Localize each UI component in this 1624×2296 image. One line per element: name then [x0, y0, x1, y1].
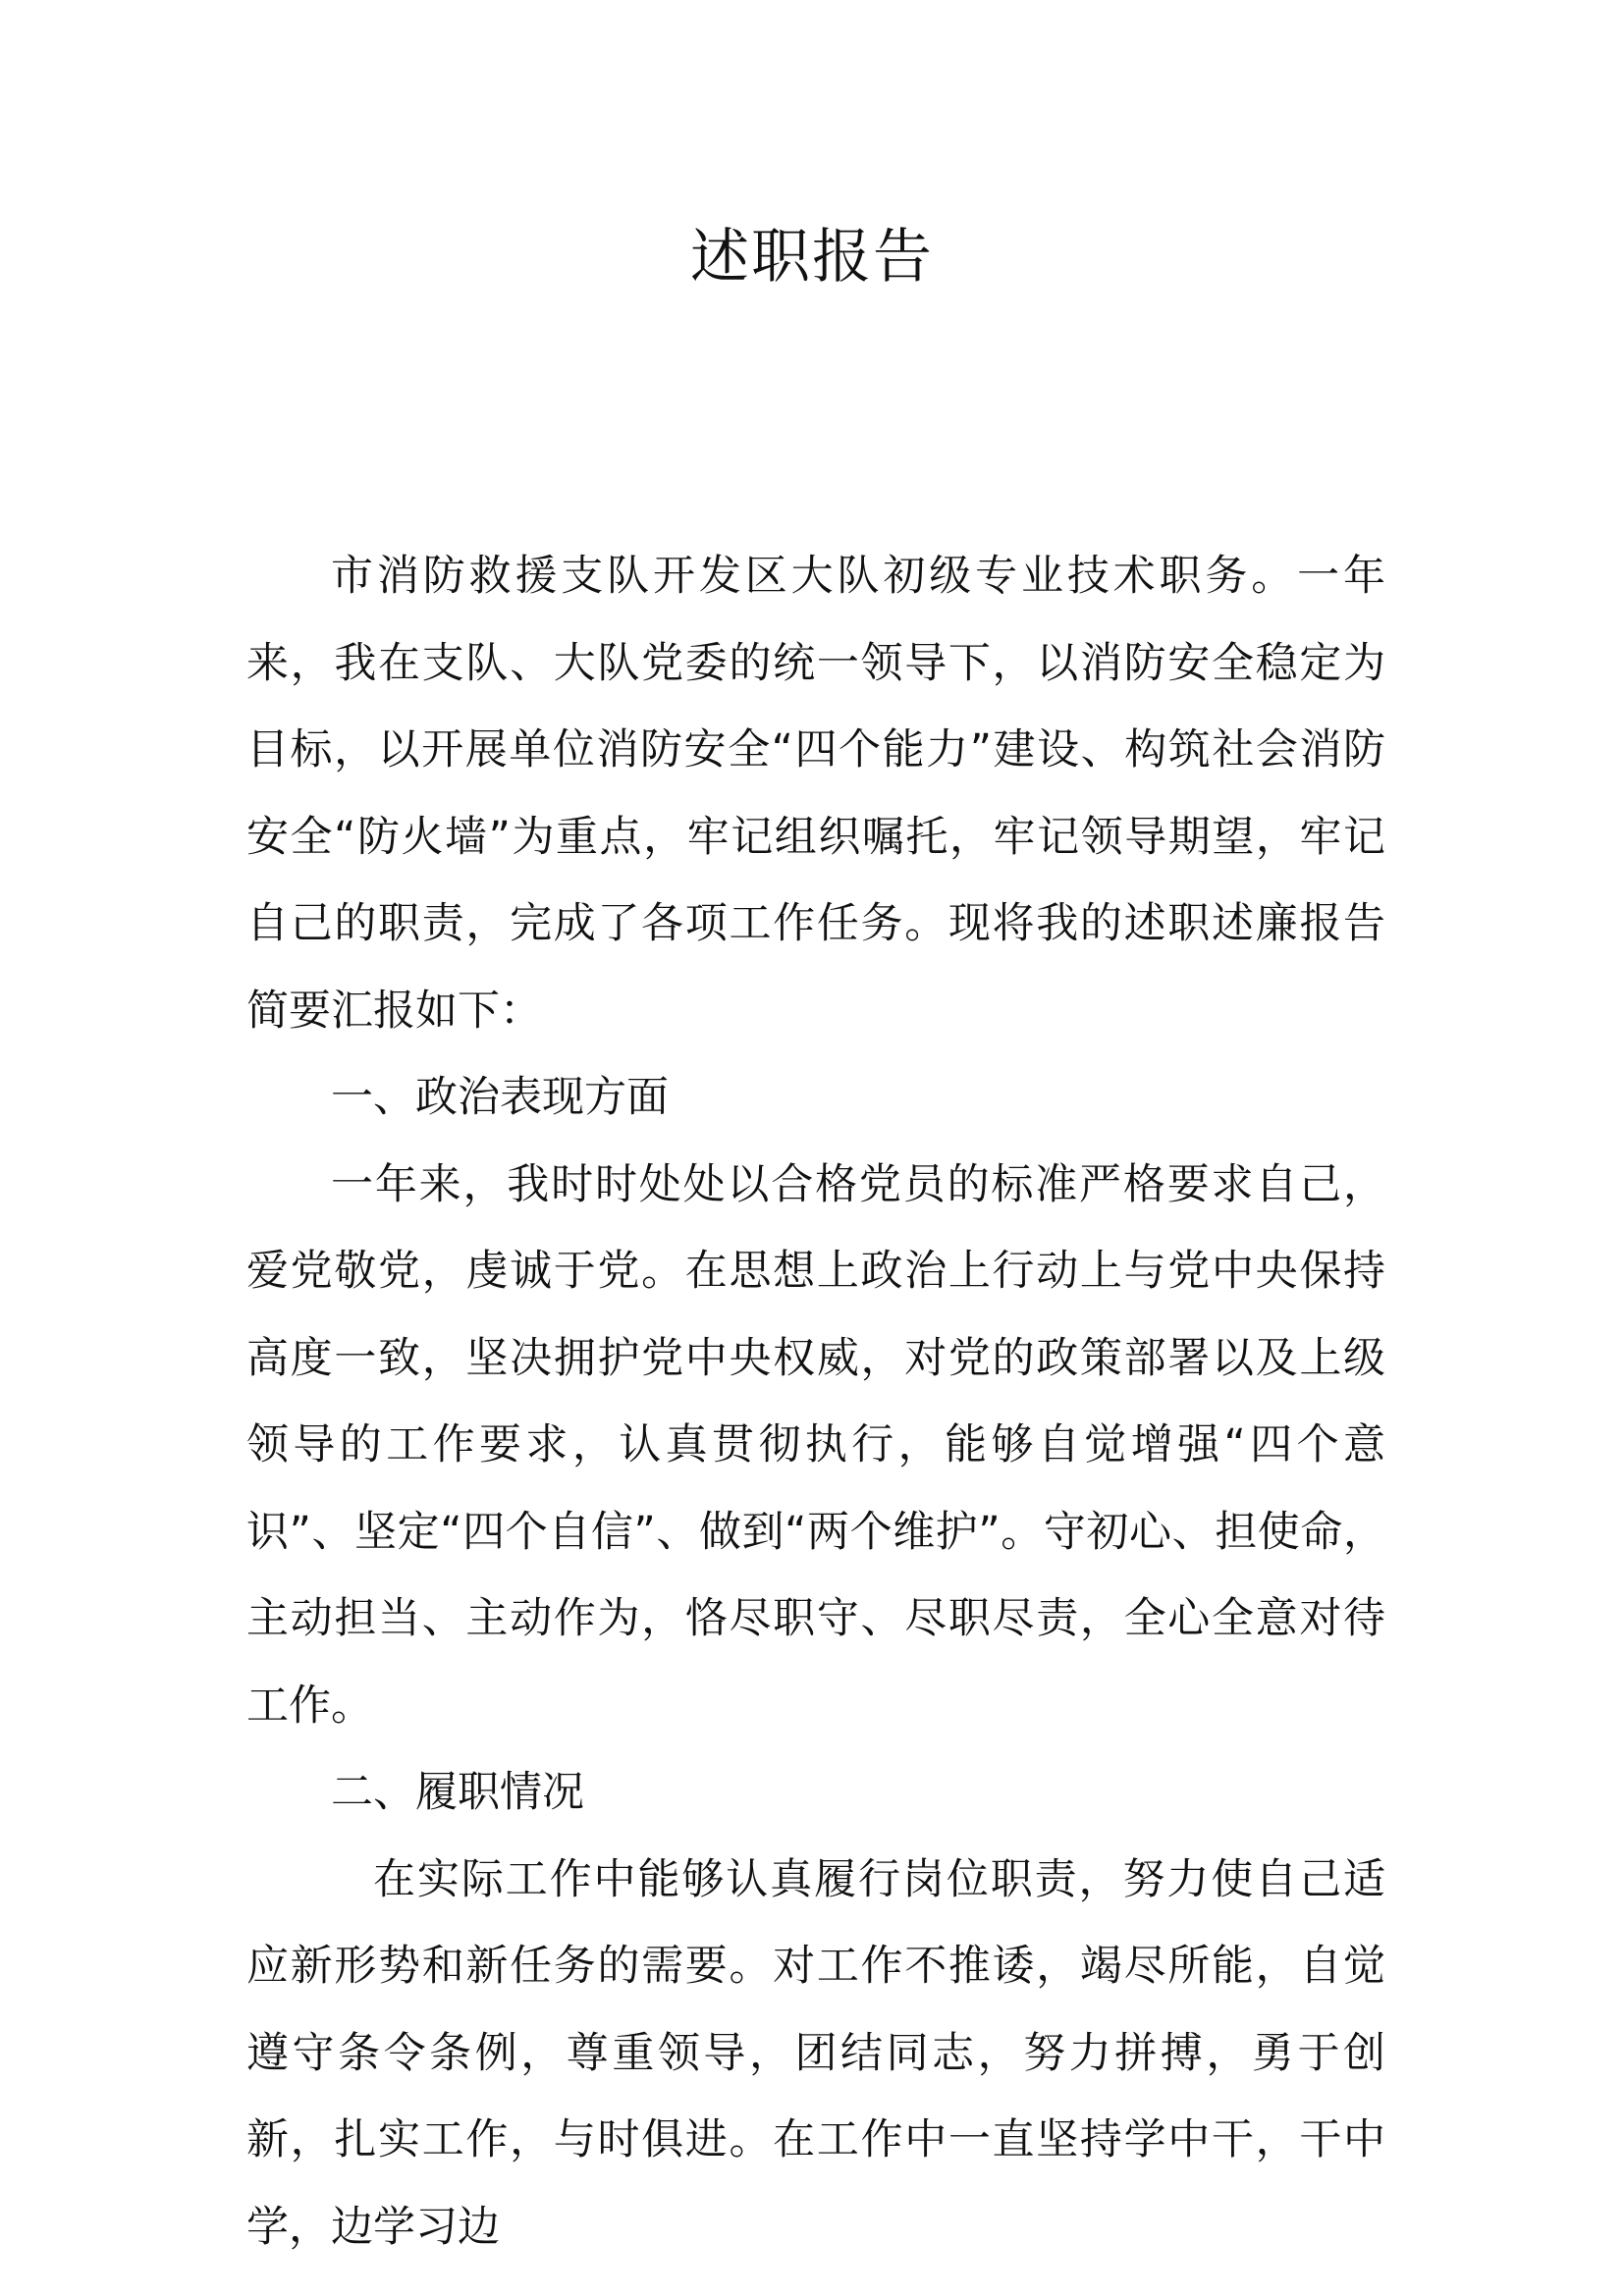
document-title: 述职报告 — [690, 223, 934, 292]
duties-paragraph: 在实际工作中能够认真履行岗位职责，努力使自己适应新形势和新任务的需要。对工作不推诿，竭尽所能，自觉遵守条令条例，尊重领导，团结同志，努力拼搏，勇于创新，扎实工作，与时俱进。在工作中一直坚持学中干，干中学，边学习边 — [246, 1854, 1385, 2252]
section-heading-political: 一、政治表现方面 — [331, 1073, 669, 1122]
document-body — [246, 533, 1385, 2270]
political-paragraph: 一年来，我时时处处以合格党员的标准严格要求自己，爱党敬党，虔诚于党。在思想上政治上行动上与党中央保持高度一致，坚决拥护党中央权威，对党的政策部署以及上级领导的工作要求，认真贯彻执行，能够自觉增强“四个意识”、坚定“四个自信”、做到“两个维护”。守初心、担使命，主动担当、主动作为，恪尽职守、尽职尽责，全心全意对待工作。 — [246, 1159, 1385, 1731]
section-heading-duties: 二、履职情况 — [331, 1768, 584, 1817]
intro-paragraph: 市消防救援支队开发区大队初级专业技术职务。一年来，我在支队、大队党委的统一领导下，以消防安全稳定为目标，以开展单位消防安全“四个能力”建设、构筑社会消防安全“防火墙”为重点，牢记组织嘱托，牢记领导期望，牢记自己的职责，完成了各项工作任务。现将我的述职述廉报告简要汇报如下： — [246, 552, 1385, 1036]
